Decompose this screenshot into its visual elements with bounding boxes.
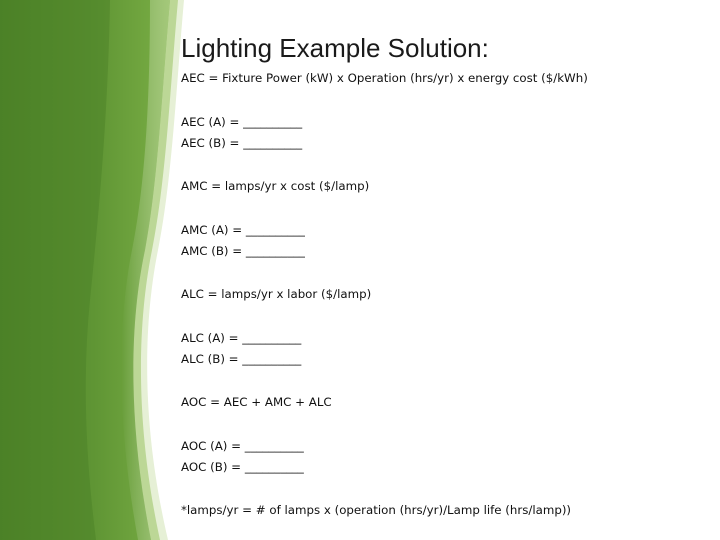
amc-b-line: AMC (B) = __________ <box>181 244 305 258</box>
footnote: *lamps/yr = # of lamps x (operation (hrs/yr)/Lamp life (hrs/lamp)) <box>181 503 572 517</box>
alc-formula: ALC = lamps/yr x labor ($/lamp) <box>181 287 372 301</box>
aoc-formula: AOC = AEC + AMC + ALC <box>181 395 332 409</box>
aec-a-line: AEC (A) = __________ <box>181 115 303 129</box>
aoc-b-line: AOC (B) = __________ <box>181 460 304 474</box>
slide-title: Lighting Example Solution: <box>181 33 489 63</box>
aoc-a-line: AOC (A) = __________ <box>181 439 304 453</box>
alc-a-line: ALC (A) = __________ <box>181 331 302 345</box>
amc-formula: AMC = lamps/yr x cost ($/lamp) <box>181 179 370 193</box>
alc-b-line: ALC (B) = __________ <box>181 352 302 366</box>
aec-formula: AEC = Fixture Power (kW) x Operation (hrs/yr) x energy cost ($/kWh) <box>181 71 588 85</box>
aec-b-line: AEC (B) = __________ <box>181 136 303 150</box>
amc-a-line: AMC (A) = __________ <box>181 223 305 237</box>
